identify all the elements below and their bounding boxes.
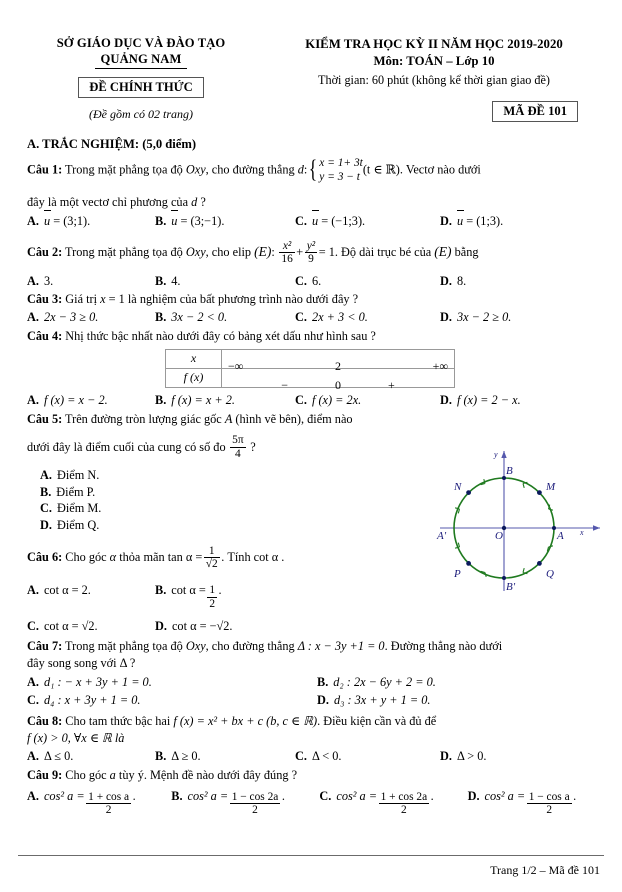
option-letter: A.: [27, 392, 39, 407]
exam-code-wrap: [264, 101, 604, 122]
sign-table-row-fx: [166, 368, 455, 387]
option-letter: A.: [27, 309, 39, 324]
option-value: f (x) = x − 2.: [43, 392, 108, 407]
option-value: 4.: [171, 273, 181, 288]
point-P: [466, 561, 471, 566]
question-1-label: Câu 1:: [27, 162, 63, 177]
exam-code-badge: MÃ ĐỀ 101: [492, 101, 578, 122]
option-letter: C.: [295, 749, 307, 764]
question-1-colon: :: [303, 162, 308, 177]
question-4-text: Nhị thức bậc nhất nào dưới đây có bảng xét dấu như hình sau ?: [65, 328, 376, 343]
question-9: [27, 767, 604, 784]
option-value: cot α = −√2.: [171, 619, 233, 634]
option-letter: D.: [440, 309, 452, 324]
vector-u-symbol: u: [456, 214, 464, 228]
fraction-numerator: 1: [208, 544, 215, 557]
question-1-sys-row1: x = 1+ 3t: [319, 156, 363, 169]
point-Q: [537, 561, 542, 566]
option-letter: C.: [295, 214, 307, 228]
question-5-figure: [432, 443, 612, 603]
question-6-option-c[interactable]: [27, 618, 155, 635]
question-4-options: [27, 392, 604, 409]
section-title: A. TRẮC NGHIỆM: (5,0 điểm): [27, 137, 197, 152]
question-7-equation: Δ : x − 3y +1 = 0: [297, 639, 385, 654]
question-4-option-b[interactable]: [155, 392, 295, 409]
label-M: M: [546, 481, 556, 493]
question-9-var: a: [109, 768, 116, 783]
label-x-axis: x: [580, 528, 584, 537]
question-6-option-b[interactable]: B. cot α = $\frac{1}{2}$ .: [155, 582, 222, 610]
fraction-numerator: 1: [209, 584, 216, 597]
exam-subject: Môn: TOÁN – Lớp 10: [373, 54, 495, 68]
question-2-ellipse-name: (E): [254, 244, 272, 260]
question-8-text-b: . Điều kiện cần và đủ để: [317, 714, 437, 729]
question-1-condition: (t ∈ ℝ): [362, 162, 400, 177]
question-1: [27, 157, 604, 211]
department-underline: [95, 68, 187, 69]
question-1-line2-var: d: [191, 195, 198, 209]
question-3-label: Câu 3:: [27, 291, 63, 306]
question-1-system: [307, 157, 363, 185]
question-9-label: Câu 9:: [27, 768, 63, 783]
option-value: 3x − 2 ≥ 0.: [456, 309, 512, 324]
option-letter: A.: [27, 214, 39, 228]
option-letter: B.: [317, 675, 329, 690]
fraction-numerator: 1 + cos a: [88, 790, 130, 803]
sign-table: [165, 349, 455, 392]
question-8-line2: [27, 730, 604, 747]
exam-duration: Thời gian: 60 phút (không kể thời gian giao đề): [318, 73, 550, 87]
question-6-options-row2: [27, 618, 604, 635]
question-5-label: Câu 5:: [27, 411, 63, 426]
question-7-option-b[interactable]: [317, 673, 597, 691]
question-6-option-a[interactable]: [27, 582, 155, 612]
option-lhs: cos² a =: [484, 789, 526, 804]
label-O: O: [495, 530, 503, 542]
footer-page-info: Trang 1/2 – Mã đề 101: [490, 863, 600, 877]
question-1-line-var: d: [297, 162, 304, 177]
question-1-line2-text: đây là một vectơ chỉ phương của: [27, 195, 189, 209]
question-8-text-a: Cho tam thức bậc hai: [65, 714, 171, 729]
option-value: 2x − 3 ≥ 0.: [43, 309, 99, 324]
vector-u-symbol: u: [311, 214, 319, 228]
option-letter: B.: [155, 273, 167, 288]
option-letter: C.: [295, 273, 307, 288]
question-9-text-a: Cho góc: [65, 768, 107, 783]
option-value: d₁ : − x + 3y + 1 = 0.: [43, 675, 152, 690]
question-7-text-b: , cho đường thẳng: [205, 639, 295, 654]
question-7-options-row1: [27, 673, 604, 691]
option-lhs: cos² a =: [43, 789, 85, 804]
label-B: B: [506, 465, 513, 477]
question-6-tan: tan α =: [167, 550, 203, 565]
label-N: N: [454, 481, 462, 493]
question-5-text-b: (hình vẽ bên), điểm nào: [235, 411, 353, 426]
option-value: = (3;−1).: [180, 214, 225, 228]
option-letter: D.: [440, 749, 452, 764]
question-2-equals: = 1: [318, 245, 335, 260]
question-8-label: Câu 8:: [27, 714, 63, 729]
x-root: 2: [335, 358, 341, 373]
option-fraction: [527, 791, 572, 818]
question-1-option-a[interactable]: [27, 213, 155, 230]
option-letter: C.: [27, 693, 39, 708]
option-letter: D.: [440, 392, 452, 407]
label-P: P: [454, 568, 461, 580]
x-pos-infinity: +∞: [432, 358, 448, 373]
option-letter: B.: [40, 484, 52, 499]
label-Q: Q: [546, 568, 554, 580]
question-1-line2: [27, 194, 604, 211]
unit-circle-svg: [432, 443, 612, 603]
question-5: [27, 411, 447, 462]
option-value: Điểm N.: [56, 468, 100, 483]
question-1-text-b: , cho đường thẳng: [205, 162, 295, 177]
label-A: A: [557, 530, 564, 542]
option-fraction: [86, 791, 131, 818]
question-9-option-a[interactable]: [27, 788, 171, 818]
question-8-equation: f (x) = x² + bx + c: [173, 714, 264, 729]
option-value: 6.: [311, 273, 322, 288]
header-left-block: [18, 36, 264, 122]
sign-plus: +: [387, 377, 395, 392]
question-5-text-c: dưới đây là điểm cuối của cung có số đo: [27, 439, 226, 454]
option-letter: D.: [440, 273, 452, 288]
option-fraction: [379, 791, 430, 818]
question-7-option-a[interactable]: [27, 673, 317, 691]
fraction-denominator: 4: [230, 447, 245, 461]
question-7-line2: [27, 655, 604, 672]
fraction-numerator: y²: [306, 239, 316, 252]
y-axis-arrow: [501, 451, 506, 458]
question-7: [27, 638, 604, 672]
question-6-alpha: α: [109, 550, 117, 565]
question-1-options: [27, 213, 604, 230]
vector-u-symbol: u: [171, 214, 178, 228]
question-2-ellipse-name-2: (E): [434, 244, 452, 260]
question-7-text-a: Trong mặt phẳng tọa độ: [65, 639, 183, 654]
question-9-option-b[interactable]: [171, 788, 319, 818]
sign-zero: 0: [335, 377, 341, 392]
sign-minus: −: [281, 377, 289, 392]
question-2-plus: +: [296, 245, 304, 260]
label-A-prime: A': [437, 530, 447, 542]
option-letter: B.: [155, 582, 167, 597]
question-1-option-b[interactable]: [155, 213, 295, 230]
question-2-option-a[interactable]: [27, 273, 155, 290]
option-letter: C.: [27, 619, 39, 634]
question-2-option-b[interactable]: [155, 273, 295, 290]
option-letter: A.: [27, 675, 39, 690]
option-value: 2x + 3 < 0.: [311, 309, 368, 324]
option-value: Điểm Q.: [56, 517, 100, 532]
option-b-fraction: [207, 584, 217, 611]
question-1-oxy: Oxy: [185, 162, 206, 177]
option-letter: C.: [295, 309, 307, 324]
point-A: [552, 526, 556, 530]
question-5-var-a: A: [224, 411, 233, 426]
option-letter: D.: [155, 619, 167, 634]
option-value: Δ ≥ 0.: [171, 749, 201, 764]
question-4-option-c[interactable]: [295, 392, 440, 409]
sign-table-row-x: [166, 349, 455, 368]
label-B-prime: B': [506, 581, 516, 593]
question-2-text-d: bằng: [454, 245, 479, 260]
question-2-oxy: Oxy: [185, 245, 206, 260]
fraction-numerator: x²: [282, 239, 292, 252]
question-6-text-c: . Tính cot α .: [221, 550, 285, 565]
question-6-label: Câu 6:: [27, 550, 63, 565]
option-value: = (1;3).: [466, 214, 504, 228]
question-3-option-c[interactable]: [295, 309, 440, 326]
question-4-option-d[interactable]: [440, 392, 580, 409]
option-value: 3.: [43, 273, 54, 288]
question-8-options: [27, 748, 604, 765]
fraction-denominator: 2: [230, 803, 281, 817]
option-value: Điểm P.: [56, 484, 96, 499]
option-letter: D.: [467, 789, 480, 804]
exam-title: KIỂM TRA HỌC KỲ II NĂM HỌC 2019-2020: [305, 37, 563, 51]
question-9-text-b: tùy ý. Mệnh đề nào dưới đây đúng ?: [118, 768, 298, 783]
question-2-option-d[interactable]: [440, 273, 580, 290]
option-value: 8.: [456, 273, 467, 288]
question-6-text-b: thỏa mãn: [119, 550, 165, 565]
fraction-denominator: √2: [205, 558, 218, 571]
option-value: 3x − 2 < 0.: [171, 309, 228, 324]
option-value: Δ < 0.: [311, 749, 342, 764]
fraction-denominator: 2: [379, 803, 430, 817]
page-header: [18, 0, 604, 122]
option-letter: A.: [40, 468, 52, 483]
official-badge: ĐỀ CHÍNH THỨC: [78, 77, 204, 98]
point-M: [537, 490, 542, 495]
fraction-numerator: 1 − cos a: [528, 790, 570, 803]
fraction-numerator: 5π: [232, 434, 244, 447]
option-tail: .: [573, 789, 577, 804]
question-2-option-c[interactable]: [295, 273, 440, 290]
question-5-text-d: ?: [250, 439, 256, 454]
question-7-option-c[interactable]: [27, 691, 317, 709]
question-8-text-c: f (x) > 0, ∀x ∈ ℝ là: [27, 731, 125, 746]
option-value: = (3;1).: [53, 214, 91, 228]
option-letter: B.: [155, 214, 167, 228]
question-3-var: x: [100, 291, 106, 306]
question-9-options: [27, 788, 604, 818]
question-6-fraction: [204, 545, 220, 572]
x-neg-infinity: −∞: [228, 358, 244, 373]
question-2-fraction-2: [305, 240, 317, 267]
question-3-option-b[interactable]: [155, 309, 295, 326]
question-2-text-c: . Độ dài trục bé của: [334, 245, 432, 260]
option-letter: A.: [27, 582, 39, 597]
option-letter: B.: [171, 789, 183, 804]
question-7-oxy: Oxy: [185, 639, 206, 654]
question-9-option-c[interactable]: [319, 788, 467, 818]
question-4-option-a[interactable]: [27, 392, 155, 409]
question-3-option-d[interactable]: [440, 309, 580, 326]
question-8-condition: (b, c ∈ ℝ): [266, 714, 318, 729]
question-2-text-b: , cho elip: [205, 245, 252, 260]
option-letter: A.: [27, 789, 39, 804]
question-8-option-a[interactable]: [27, 748, 155, 765]
question-4: [27, 328, 604, 345]
option-value: f (x) = 2x.: [311, 392, 362, 407]
point-Bprime: [502, 576, 506, 580]
question-8: [27, 713, 604, 747]
question-7-options-row2: [27, 691, 604, 709]
question-8-option-d[interactable]: [440, 748, 580, 765]
question-2-label: Câu 2:: [27, 245, 63, 260]
option-letter: A.: [27, 749, 39, 764]
question-1-line2-end: ?: [200, 195, 206, 209]
option-letter: D.: [440, 214, 452, 228]
question-2-colon: :: [271, 245, 275, 260]
option-letter: B.: [155, 392, 167, 407]
option-value: f (x) = x + 2.: [171, 392, 235, 407]
question-1-text-a: Trong mặt phẳng tọa độ: [65, 162, 183, 177]
label-y-axis: y: [494, 450, 498, 459]
question-9-option-d[interactable]: [468, 788, 604, 818]
question-1-sys-row2: y = 3 − t: [319, 170, 360, 183]
option-value: d₃ : 3x + y + 1 = 0.: [333, 693, 431, 708]
option-value: d₂ : 2x − 6y + 2 = 0.: [333, 675, 436, 690]
option-lhs: cos² a =: [187, 789, 229, 804]
option-value: f (x) = 2 − x.: [456, 392, 521, 407]
option-value: d₄ : x + 3y + 1 = 0.: [43, 693, 141, 708]
fraction-denominator: 2: [527, 803, 572, 817]
footer-divider: [18, 855, 604, 856]
option-tail: .: [132, 789, 136, 804]
fraction-denominator: 9: [305, 252, 317, 266]
point-N: [466, 490, 471, 495]
x-axis-arrow: [593, 525, 600, 530]
question-8-option-b[interactable]: [155, 748, 295, 765]
option-tail: .: [281, 789, 285, 804]
sign-table-x-label: x: [166, 349, 222, 368]
question-3-text-b: = 1 là nghiệm của bất phương trình nào dưới đây ?: [108, 291, 359, 306]
question-1-option-d[interactable]: [440, 213, 580, 230]
option-fraction: [230, 791, 281, 818]
official-badge-wrap: [18, 77, 264, 98]
option-letter: C.: [40, 501, 52, 516]
option-letter: B.: [155, 309, 167, 324]
question-7-text-d: đây song song với Δ ?: [27, 656, 136, 671]
fraction-denominator: 16: [281, 253, 293, 266]
department-line-1: SỞ GIÁO DỤC VÀ ĐÀO TẠO: [56, 36, 226, 50]
question-3-option-a[interactable]: [27, 309, 155, 326]
question-1-text-c: . Vectơ nào dưới: [399, 162, 481, 177]
sign-table-x-values: [222, 349, 455, 373]
question-6-option-d[interactable]: [155, 618, 295, 635]
vector-u-symbol: u: [43, 214, 51, 228]
option-value: Δ ≤ 0.: [43, 749, 74, 764]
question-4-label: Câu 4:: [27, 328, 63, 343]
option-letter: B.: [155, 749, 167, 764]
option-lhs: cos² a =: [336, 789, 378, 804]
sign-table-wrap: [165, 349, 604, 392]
question-8-option-c[interactable]: [295, 748, 440, 765]
option-letter: C.: [295, 392, 307, 407]
option-tail: .: [430, 789, 434, 804]
question-3-options: [27, 309, 604, 326]
fraction-denominator: 2: [86, 803, 131, 817]
fraction-denominator: 2: [209, 597, 216, 610]
header-right-block: [264, 36, 604, 122]
option-value: = (−1;3).: [321, 214, 366, 228]
question-2-text-a: Trong mặt phẳng tọa độ: [65, 245, 183, 260]
fraction-numerator: 1 − cos 2a: [231, 790, 279, 803]
question-1-option-c[interactable]: [295, 213, 440, 230]
sign-table-fx-values: [222, 368, 455, 392]
question-5-line2: [27, 435, 447, 462]
department-line-2: QUẢNG NAM: [100, 51, 182, 66]
system-brace: {: [309, 156, 318, 184]
option-letter: A.: [27, 273, 39, 288]
option-value: Δ > 0.: [456, 749, 487, 764]
fraction-numerator: 1 + cos 2a: [380, 790, 428, 803]
option-letter: D.: [40, 517, 52, 532]
question-2-fraction-1: [279, 240, 294, 267]
option-letter: D.: [317, 693, 329, 708]
option-letter: C.: [319, 789, 332, 804]
option-value: Điểm M.: [56, 501, 102, 516]
question-7-label: Câu 7:: [27, 639, 63, 654]
question-7-option-d[interactable]: [317, 691, 597, 709]
option-value: cot α =: [171, 582, 206, 597]
question-2: [27, 240, 604, 267]
question-5-text-a: Trên đường tròn lượng giác gốc: [65, 411, 222, 426]
question-6-text-a: Cho góc: [65, 550, 107, 565]
question-3-text-a: Giá trị: [65, 291, 98, 306]
sign-table-fx-label: f (x): [166, 368, 222, 387]
pages-note: (Đề gồm có 02 trang): [89, 107, 193, 122]
question-5-fraction: [230, 434, 245, 461]
question-7-text-c: . Đường thẳng nào dưới: [384, 639, 503, 654]
question-2-options: [27, 273, 604, 290]
option-value: cot α = √2.: [43, 619, 98, 634]
question-3: [27, 291, 604, 308]
option-value: cot α = 2.: [43, 582, 91, 597]
